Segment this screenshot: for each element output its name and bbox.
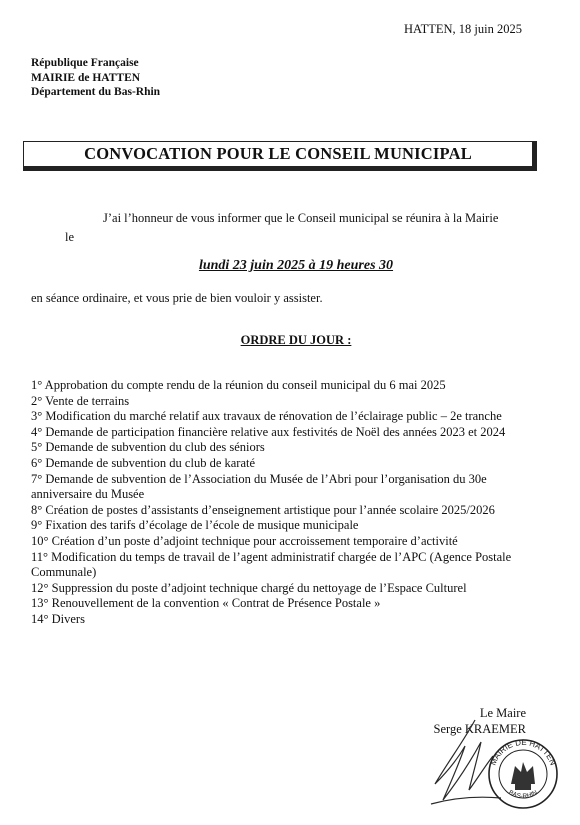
agenda-item: 5° Demande de subvention du club des séniors [31,440,265,455]
agenda-item: 4° Demande de participation financière relative aux festivités de Noël des années 2023 et 2024 [31,424,506,439]
sender-block [31,56,160,100]
stamp-emblem [511,762,535,784]
agenda-item: 7° Demande de subvention de l’Association du Musée de l’Abri pour l’organisation du 30e anniversaire du Musée [31,471,487,502]
agenda-item: 9° Fixation des tarifs d’écolage de l’école de musique municipale [31,518,359,533]
agenda-item: 8° Création de postes d’assistants d’enseignement artistique pour l’année scolaire 2025/2026 [31,502,495,517]
agenda-item: 3° Modification du marché relatif aux travaux de rénovation de l’éclairage public – 2e tranche [31,409,502,424]
agenda-item: 12° Suppression du poste d’adjoint technique chargé du nettoyage de l’Espace Culturel [31,580,467,595]
signatory-role: Le Maire [479,706,526,720]
session-text: en séance ordinaire, et vous prie de bien vouloir y assister. [31,291,323,305]
agenda-title: ORDRE DU JOUR : [240,333,352,347]
stamp-text-bottom: BAS-RHIN [507,789,539,801]
agenda-list [31,378,536,628]
sender-department: Département du Bas-Rhin [31,86,161,98]
official-stamp-and-signature [423,712,568,822]
signatory-name: Serge KRAEMER [433,722,526,736]
agenda-item: 2° Vente de terrains [31,393,130,408]
intro-line-1: J’ai l’honneur de vous informer que le Conseil municipal se réunira à la Mairie [103,211,499,225]
agenda-item: 11° Modification du temps de travail de l’agent administratif chargée de l’APC (Agence Postale Communale) [31,549,512,580]
meeting-datetime: lundi 23 juin 2025 à 19 heures 30 [198,258,394,273]
document-title: CONVOCATION POUR LE CONSEIL MUNICIPAL [23,141,533,167]
agenda-item: 1° Approbation du compte rendu de la réunion du conseil municipal du 6 mai 2025 [31,378,446,392]
place-date: HATTEN, 18 juin 2025 [403,22,522,36]
agenda-item: 10° Création d’un poste d’adjoint technique pour accroissement temporaire d’activité [31,533,458,548]
sender-mairie: MAIRIE de HATTEN [31,71,141,84]
agenda-item: 13° Renouvellement de la convention « Contrat de Présence Postale » [31,596,381,611]
stamp-text-top: MAIRIE DE HATTEN [488,737,558,767]
agenda-item: 6° Demande de subvention du club de karaté [31,455,256,470]
title-frame [23,141,537,171]
intro-line-2: le [65,230,75,244]
agenda-item: 14° Divers [31,611,85,626]
sender-country: République Française [31,57,139,69]
